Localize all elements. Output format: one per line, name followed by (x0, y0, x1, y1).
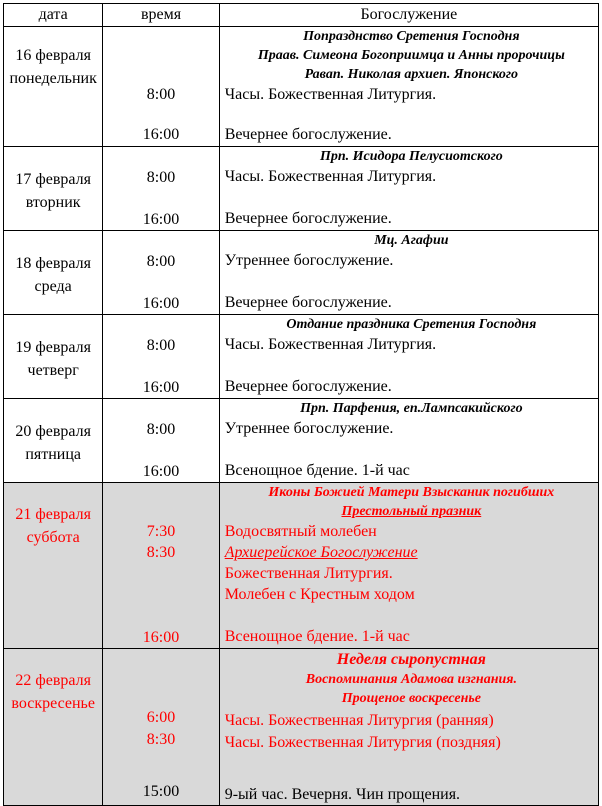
feast-title: Попразднство Сретения Господня (303, 29, 520, 44)
feast-title: Неделя сыропустная (336, 651, 486, 668)
time-cell (103, 399, 219, 483)
date-cell (4, 315, 103, 399)
time: 8:30 (146, 731, 176, 748)
day-row (4, 399, 599, 483)
header-row (4, 4, 599, 27)
service-text: Всенощное бдение. 1-й час (224, 628, 410, 645)
time: 6:00 (146, 709, 176, 726)
time-cell (103, 147, 219, 231)
service-text: Божественная Литургия. (224, 565, 393, 582)
feast-title: Мц. Агафии (374, 233, 449, 248)
service-cell (219, 147, 598, 231)
time: 16:00 (142, 463, 180, 480)
service-text: Часы. Божественная Литургия (поздняя) (224, 734, 501, 751)
header-time: время (103, 4, 219, 27)
day-row-feast (4, 483, 599, 649)
day-row (4, 27, 599, 147)
header-date: дата (4, 4, 103, 27)
feast-title: Равап. Николая архиеп. Японского (304, 67, 519, 82)
service-text: Водосвятный молебен (224, 523, 377, 540)
weekday: воскресенье (11, 695, 95, 712)
service-cell (219, 315, 598, 399)
service-text: Часы. Божественная Литургия. (224, 168, 437, 185)
date-cell (4, 483, 103, 649)
feast-title-patronal: Престольный празник (341, 504, 482, 519)
service-text: Часы. Божественная Литургия (ранняя) (224, 712, 494, 729)
date: 16 февраля (15, 47, 91, 64)
time-cell (103, 649, 219, 806)
service-text-hierarchical: Архиерейское Богослужение (224, 544, 418, 561)
date-cell (4, 27, 103, 147)
time: 8:00 (146, 86, 176, 103)
day-row (4, 231, 599, 315)
feast-title: Прощеное воскресенье (341, 691, 481, 706)
service-cell (219, 399, 598, 483)
time: 16:00 (142, 126, 180, 143)
service-text: Молебен с Крестным ходом (224, 586, 415, 603)
date: 22 февраля (15, 672, 91, 689)
feast-title: Праав. Симеона Богоприимца и Анны пророчицы (257, 48, 565, 63)
time-cell (103, 231, 219, 315)
service-text: Вечернее богослужение. (224, 210, 392, 227)
time: 8:30 (146, 544, 176, 561)
time-cell (103, 315, 219, 399)
service-text: Вечернее богослужение. (224, 126, 392, 143)
service-text: 9-ый час. Вечерня. Чин прощения. (224, 786, 461, 803)
time-cell (103, 483, 219, 649)
time: 16:00 (142, 379, 180, 396)
service-cell (219, 649, 598, 806)
service-text: Вечернее богослужение. (224, 378, 392, 395)
date: 20 февраля (15, 423, 91, 440)
feast-title: Прп. Исидора Пелусиотского (319, 149, 503, 164)
service-cell (219, 483, 598, 649)
schedule-table (3, 3, 599, 806)
date-cell (4, 649, 103, 806)
feast-title: Отдание праздника Сретения Господня (286, 317, 537, 332)
time: 7:30 (146, 523, 176, 540)
time: 15:00 (142, 783, 180, 800)
day-row (4, 147, 599, 231)
day-row (4, 315, 599, 399)
weekday: суббота (26, 529, 80, 546)
weekday: пятница (25, 446, 82, 463)
date-cell (4, 231, 103, 315)
time: 8:00 (146, 253, 176, 270)
weekday: четверг (27, 362, 79, 379)
service-cell (219, 231, 598, 315)
time: 8:00 (146, 337, 176, 354)
time-cell (103, 27, 219, 147)
date-cell (4, 147, 103, 231)
date: 19 февраля (15, 339, 91, 356)
date: 21 февраля (15, 506, 91, 523)
service-text: Утреннее богослужение. (224, 252, 394, 269)
time: 8:00 (146, 169, 176, 186)
service-cell (219, 27, 598, 147)
service-text: Часы. Божественная Литургия. (224, 86, 437, 103)
header-service: Богослужение (219, 4, 598, 27)
weekday: понедельник (9, 70, 97, 87)
weekday: вторник (25, 194, 81, 211)
day-row-feast (4, 649, 599, 806)
time: 16:00 (142, 629, 180, 646)
service-text: Вечернее богослужение. (224, 294, 392, 311)
service-text: Всенощное бдение. 1-й час (224, 462, 410, 479)
time: 16:00 (142, 295, 180, 312)
date-cell (4, 399, 103, 483)
feast-title: Иконы Божией Матери Взысканик погибших (268, 485, 555, 500)
feast-title: Прп. Парфения, еп.Лампсакийского (300, 401, 523, 416)
service-text: Часы. Божественная Литургия. (224, 336, 437, 353)
feast-title: Воспоминания Адамова изгнания. (305, 672, 517, 687)
date: 17 февраля (15, 171, 91, 188)
date: 18 февраля (15, 255, 91, 272)
weekday: среда (34, 278, 72, 295)
time: 16:00 (142, 211, 180, 228)
time: 8:00 (146, 421, 176, 438)
service-text: Утреннее богослужение. (224, 420, 394, 437)
